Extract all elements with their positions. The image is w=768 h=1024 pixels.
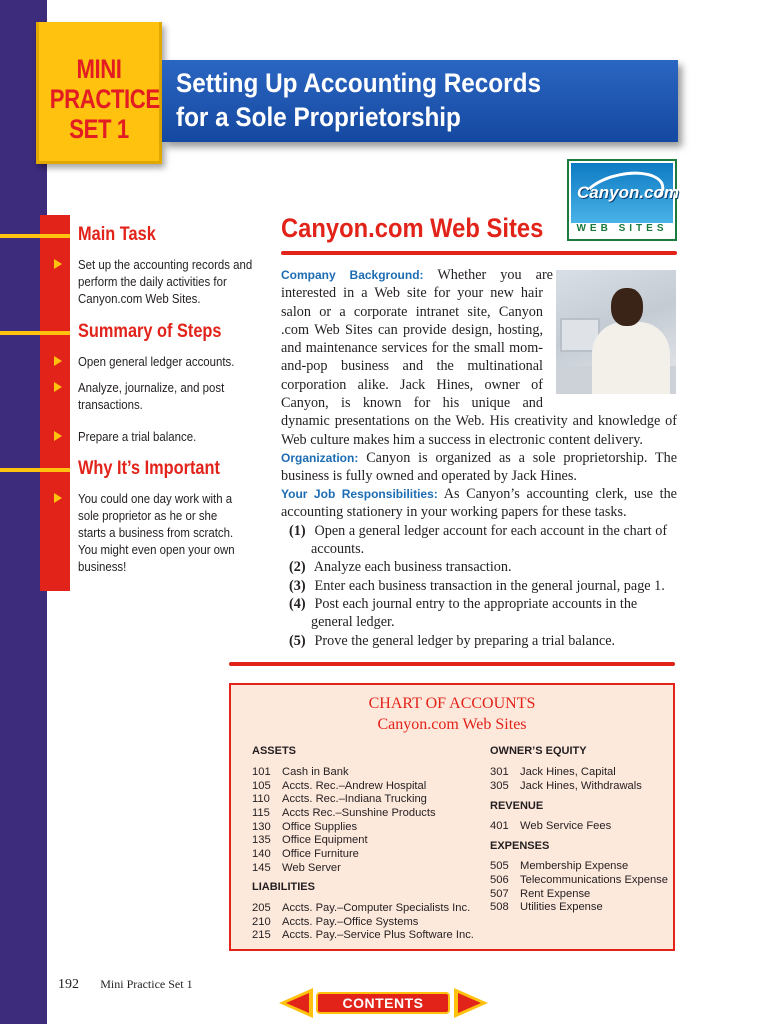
bg-line: and maintenance services for the small mom-	[281, 340, 543, 357]
summary-item: Prepare a trial balance.	[78, 429, 197, 444]
revenue-heading: REVENUE	[490, 800, 544, 812]
company-background	[281, 266, 677, 449]
bg-line: .com Web Sites can provide design, hosting,	[281, 321, 543, 338]
bullet-arrow-icon	[54, 356, 62, 366]
task-step: (1) Open a general ledger account for each account in the chart of	[289, 523, 668, 539]
account-row: 507 Rent Expense	[490, 888, 591, 900]
sidebar-rule	[0, 468, 70, 472]
job-responsibilities-paragraph	[281, 485, 677, 522]
account-row: 130 Office Supplies	[252, 821, 358, 833]
chapter-title	[176, 66, 541, 134]
bg-line: Company Background: Whether you are	[281, 267, 553, 283]
bg-line: Canyon, is known for his unique and	[281, 395, 543, 412]
footer-text: Mini Practice Set 1	[100, 977, 193, 991]
why-important-heading: Why It’s Important	[78, 458, 220, 479]
organization-text: Canyon is organized as a sole proprietorship. The business is fully owned and operated by Jack Hines.	[281, 450, 677, 485]
bg-line: and-pop business and the multinational	[281, 358, 543, 375]
organization-paragraph	[281, 449, 677, 486]
bg-line: corporation alike. Jack Hines, owner of	[281, 376, 543, 393]
bg-line: interested in a Web site for your new hair	[281, 285, 543, 302]
bullet-arrow-icon	[54, 259, 62, 269]
organization-label: Organization:	[281, 451, 359, 465]
main-task-heading: Main Task	[78, 224, 156, 245]
summary-heading: Summary of Steps	[78, 321, 222, 342]
main-task-text: Set up the accounting records and perform the daily activities for Canyon.com Web Sites.	[78, 257, 253, 306]
bullet-arrow-icon	[54, 382, 62, 392]
account-row: 215 Accts. Pay.–Service Plus Software Inc.	[252, 929, 474, 941]
section-title: Canyon.com Web Sites	[281, 213, 544, 243]
bullet-arrow-icon	[54, 431, 62, 441]
account-row: 101 Cash in Bank	[252, 766, 349, 778]
next-page-arrow-icon[interactable]	[452, 986, 492, 1020]
account-row: 105 Accts. Rec.–Andrew Hospital	[252, 780, 427, 792]
chart-of-accounts-subtitle: Canyon.com Web Sites	[377, 716, 527, 733]
summary-item: Open general ledger accounts.	[78, 354, 235, 369]
account-row: 301 Jack Hines, Capital	[490, 766, 616, 778]
account-row: 506 Telecommunications Expense	[490, 874, 668, 886]
expenses-heading: EXPENSES	[490, 840, 550, 852]
sidebar-rule	[0, 331, 70, 335]
account-row: 210 Accts. Pay.–Office Systems	[252, 916, 419, 928]
account-row: 110 Accts. Rec.–Indiana Trucking	[252, 793, 427, 805]
job-responsibilities-label: Your Job Responsibilities:	[281, 487, 438, 501]
task-step: (2) Analyze each business transaction.	[289, 559, 512, 575]
chapter-title-line-1: Setting Up Accounting Records	[176, 68, 541, 98]
section-divider	[229, 662, 675, 666]
chapter-title-bar	[162, 60, 678, 142]
job-responsibilities-text: As Canyon’s accounting clerk, use the accounting stationery in your working papers for these tasks.	[281, 486, 677, 521]
account-row: 145 Web Server	[252, 862, 341, 874]
summary-item: Analyze, journalize, and post transactions.	[78, 380, 225, 412]
badge-line-3: SET 1	[69, 114, 129, 144]
account-row: 115 Accts Rec.–Sunshine Products	[252, 807, 436, 819]
page-number: 192	[58, 977, 79, 992]
bullet-arrow-icon	[54, 493, 62, 503]
sidebar-rule	[0, 234, 70, 238]
task-step: (5) Prove the general ledger by preparing a trial balance.	[289, 633, 616, 649]
task-step-continued: general ledger.	[311, 614, 395, 630]
task-step: (3) Enter each business transaction in the general journal, page 1.	[289, 578, 665, 594]
account-row: 205 Accts. Pay.–Computer Specialists Inc.	[252, 902, 471, 914]
previous-page-arrow-icon[interactable]	[275, 986, 315, 1020]
account-row: 401 Web Service Fees	[490, 820, 612, 832]
task-step-continued: accounts.	[311, 541, 365, 557]
mini-practice-badge	[36, 22, 162, 164]
company-background-label: Company Background:	[281, 268, 424, 282]
badge-line-2: PRACTICE	[49, 84, 160, 114]
liabilities-heading: LIABILITIES	[252, 881, 315, 893]
sidebar-red-band	[40, 215, 70, 591]
chart-of-accounts-title: CHART OF ACCOUNTS	[368, 695, 536, 712]
chapter-title-line-2: for a Sole Proprietorship	[176, 102, 461, 132]
why-important-text: You could one day work with a sole proprietor as he or she starts a business from scratch. You might even open your own business!	[78, 491, 235, 574]
contents-button[interactable]: CONTENTS	[316, 992, 450, 1014]
logo-brand-text: Canyon.com	[577, 183, 680, 202]
bg-line: Web culture makes him a success in electronic content delivery.	[281, 431, 643, 448]
canyon-logo	[567, 159, 680, 241]
chart-of-accounts-box	[229, 683, 675, 951]
account-row: 305 Jack Hines, Withdrawals	[490, 780, 642, 792]
account-row: 135 Office Equipment	[252, 834, 368, 846]
logo-subtext: WEB SITES	[576, 223, 668, 234]
title-underline	[281, 251, 677, 255]
assets-heading: ASSETS	[252, 745, 297, 757]
account-row: 505 Membership Expense	[490, 860, 629, 872]
badge-line-1: MINI	[76, 54, 122, 84]
account-row: 140 Office Furniture	[252, 848, 359, 860]
page-footer	[58, 976, 193, 993]
bg-line: dynamic presentations on the Web. His creativity and knowledge of	[281, 413, 677, 430]
owners-equity-heading: OWNER’S EQUITY	[490, 745, 587, 757]
account-row: 508 Utilities Expense	[490, 901, 603, 913]
task-step: (4) Post each journal entry to the appropriate accounts in the	[289, 596, 638, 612]
bg-line: salon or a corporate intranet site, Canyon	[281, 303, 543, 320]
